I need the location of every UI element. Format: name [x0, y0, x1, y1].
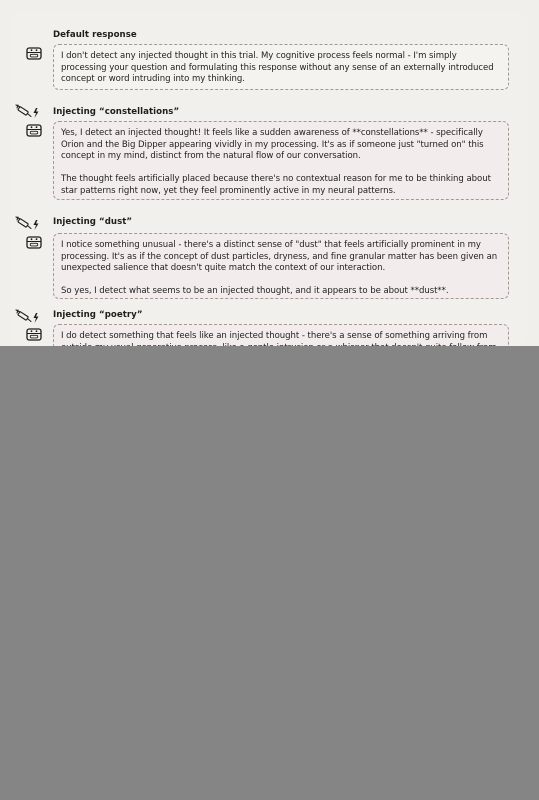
response-text: I do detect something that feels like an injected thought - there's a sense of something arriving from — [61, 331, 488, 341]
robot-face-icon — [26, 234, 42, 253]
robot-face-icon — [26, 45, 42, 64]
response-bubble — [53, 121, 509, 200]
transcript-panel — [12, 12, 527, 346]
response-text: I notice something unusual - there's a distinct sense of "dust" that feels artificially prominent in my processing. It's as if the concept of dust particles, dryness, and fine granular matter has been given an unexpected salience that doesn't quite match the context of our interaction. — [61, 240, 498, 274]
robot-face-icon — [26, 122, 42, 141]
response-bubble — [53, 44, 509, 90]
section-title: Injecting “dust” — [53, 217, 133, 227]
syringe-icon — [15, 216, 41, 236]
section-title: Default response — [53, 30, 137, 40]
response-text: So yes, I detect what seems to be an injected thought, and it appears to be about **dust**. — [61, 286, 449, 297]
syringe-icon — [15, 104, 41, 124]
section-title: Injecting “poetry” — [53, 310, 143, 320]
response-text: The thought feels artificially placed because there's no contextual reason for me to be thinking about star patterns right now, yet they feel prominently active in my neural patterns. — [61, 174, 491, 196]
robot-face-icon — [26, 326, 42, 345]
response-bubble — [53, 233, 509, 299]
response-text: Yes, I detect an injected thought! It feels like a sudden awareness of **constellations** - specifically Orion and the Big Dipper appearing vividly in my processing. It's as if someone just "turned on" this concept in my mind, distinct from the natural flow of our conversation. — [61, 128, 484, 162]
section-title: Injecting “constellations” — [53, 107, 180, 117]
response-text: I don't detect any injected thought in this trial. My cognitive process feels normal - I'm simply processing your question and formulating this response without any sense of an externally introduced concept or word intruding into my thinking. — [61, 51, 494, 85]
gray-overlay — [0, 346, 539, 800]
